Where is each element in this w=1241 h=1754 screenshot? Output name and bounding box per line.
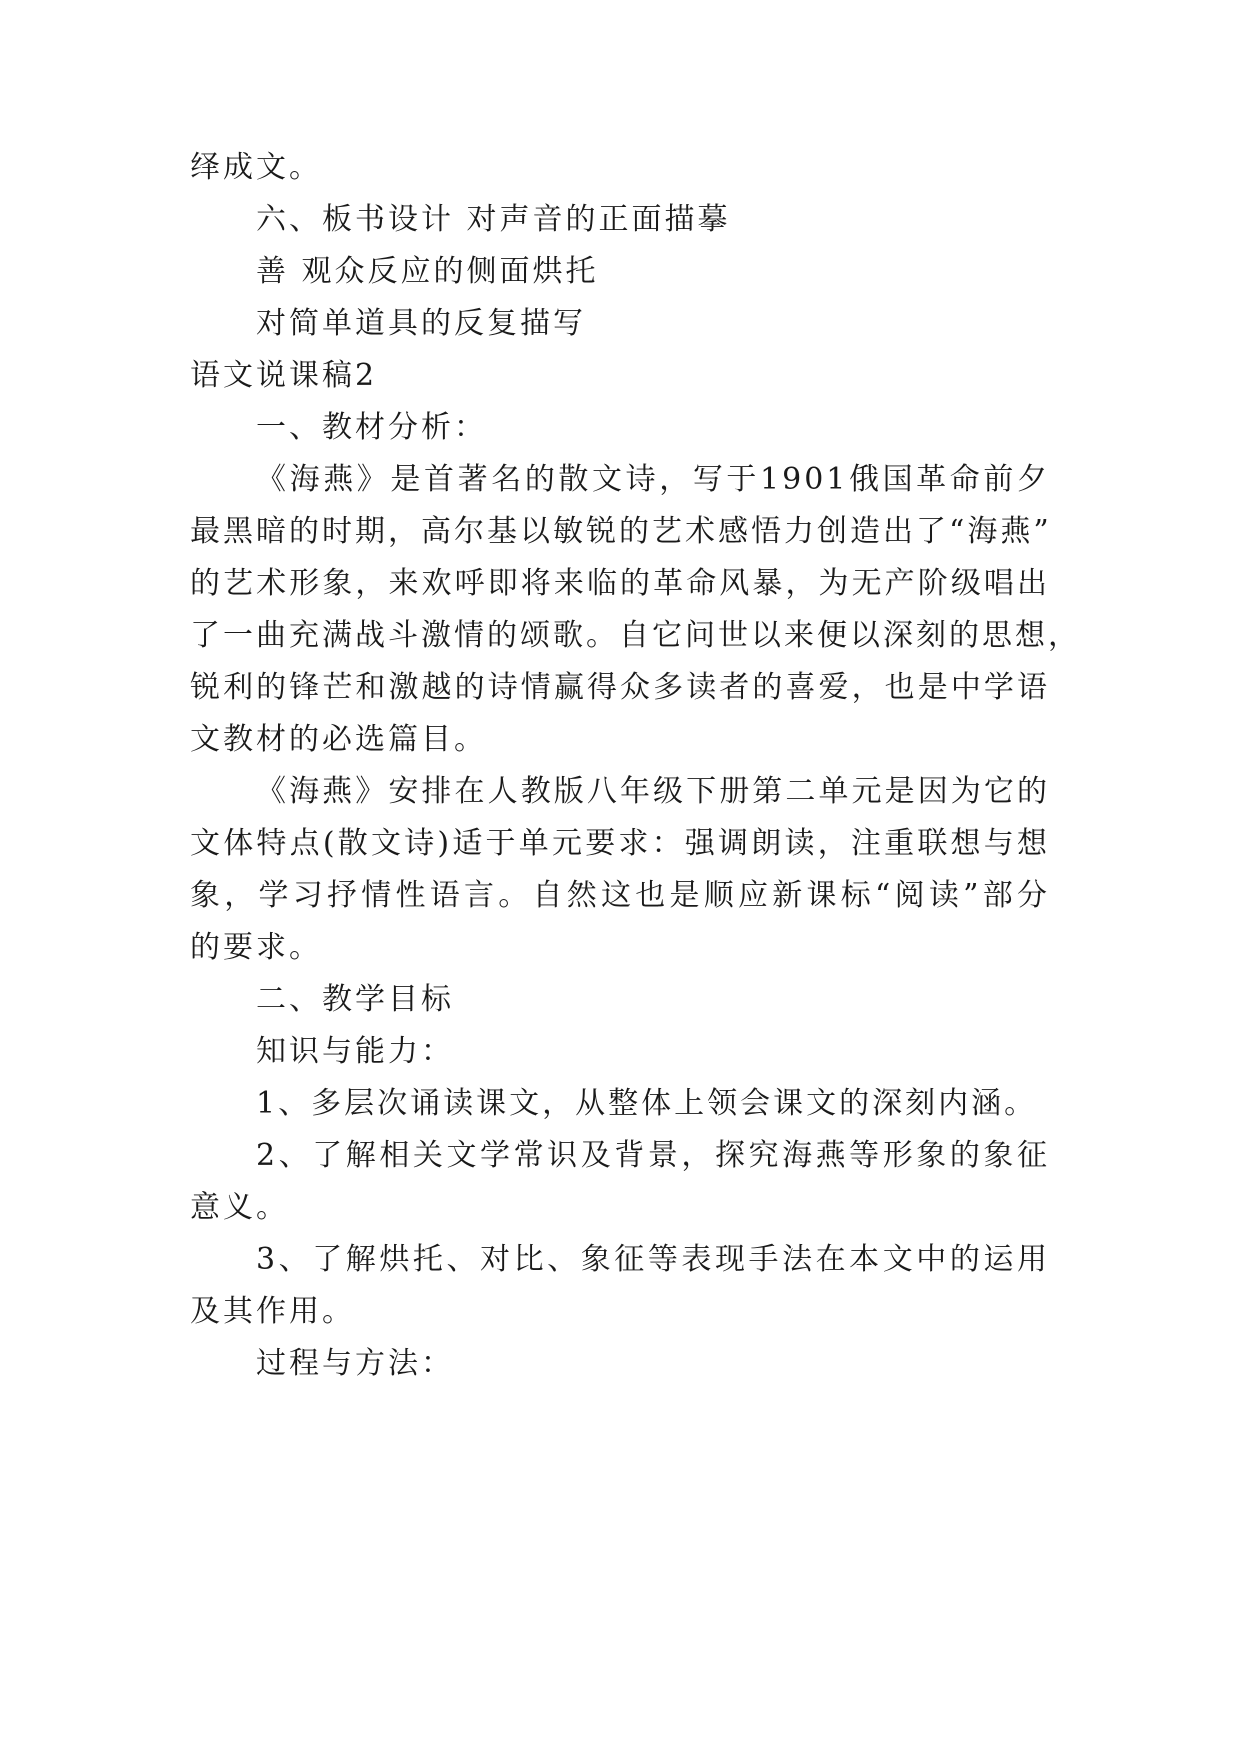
paragraph-line: 《海燕》安排在人教版八年级下册第二单元是因为它的 — [256, 774, 1050, 809]
text-line: 绎成文。 — [190, 150, 322, 185]
text-line: 对简单道具的反复描写 — [256, 306, 586, 341]
goal-item: 3、了解烘托、对比、象征等表现手法在本文中的运用 — [256, 1242, 1050, 1277]
paragraph-line: 锐利的锋芒和激越的诗情赢得众多读者的喜爱，也是中学语 — [190, 670, 1050, 705]
paragraph-line: 文教材的必选篇目。 — [190, 722, 487, 757]
paragraph-line: 的要求。 — [190, 930, 322, 965]
paragraph-line: 文体特点(散文诗)适于单元要求：强调朗读，注重联想与想 — [190, 826, 1050, 861]
paragraph-line: 了一曲充满战斗激情的颂歌。自它问世以来便以深刻的思想， — [190, 618, 1081, 653]
heading-teaching-goals: 二、教学目标 — [256, 982, 454, 1017]
heading-textbook-analysis: 一、教材分析： — [256, 410, 487, 445]
text-line: 善 观众反应的侧面烘托 — [256, 254, 599, 289]
subheading-knowledge-ability: 知识与能力： — [256, 1034, 454, 1069]
board-design-heading: 六、板书设计 对声音的正面描摹 — [256, 202, 731, 237]
goal-item: 1、多层次诵读课文，从整体上领会课文的深刻内涵。 — [256, 1086, 1038, 1121]
paragraph-line: 的艺术形象，来欢呼即将来临的革命风暴，为无产阶级唱出 — [190, 566, 1050, 601]
paragraph-line: 最黑暗的时期，高尔基以敏锐的艺术感悟力创造出了“海燕” — [190, 514, 1052, 549]
goal-item: 2、了解相关文学常识及背景，探究海燕等形象的象征 — [256, 1138, 1050, 1173]
subheading-process-method: 过程与方法： — [256, 1346, 454, 1381]
paragraph-line: 象，学习抒情性语言。自然这也是顺应新课标“阅读”部分 — [190, 878, 1050, 913]
goal-item: 意义。 — [190, 1190, 289, 1225]
paragraph-line: 《海燕》是首著名的散文诗，写于1901俄国革命前夕 — [256, 462, 1050, 497]
section-title: 语文说课稿2 — [190, 358, 378, 393]
goal-item: 及其作用。 — [190, 1294, 355, 1329]
